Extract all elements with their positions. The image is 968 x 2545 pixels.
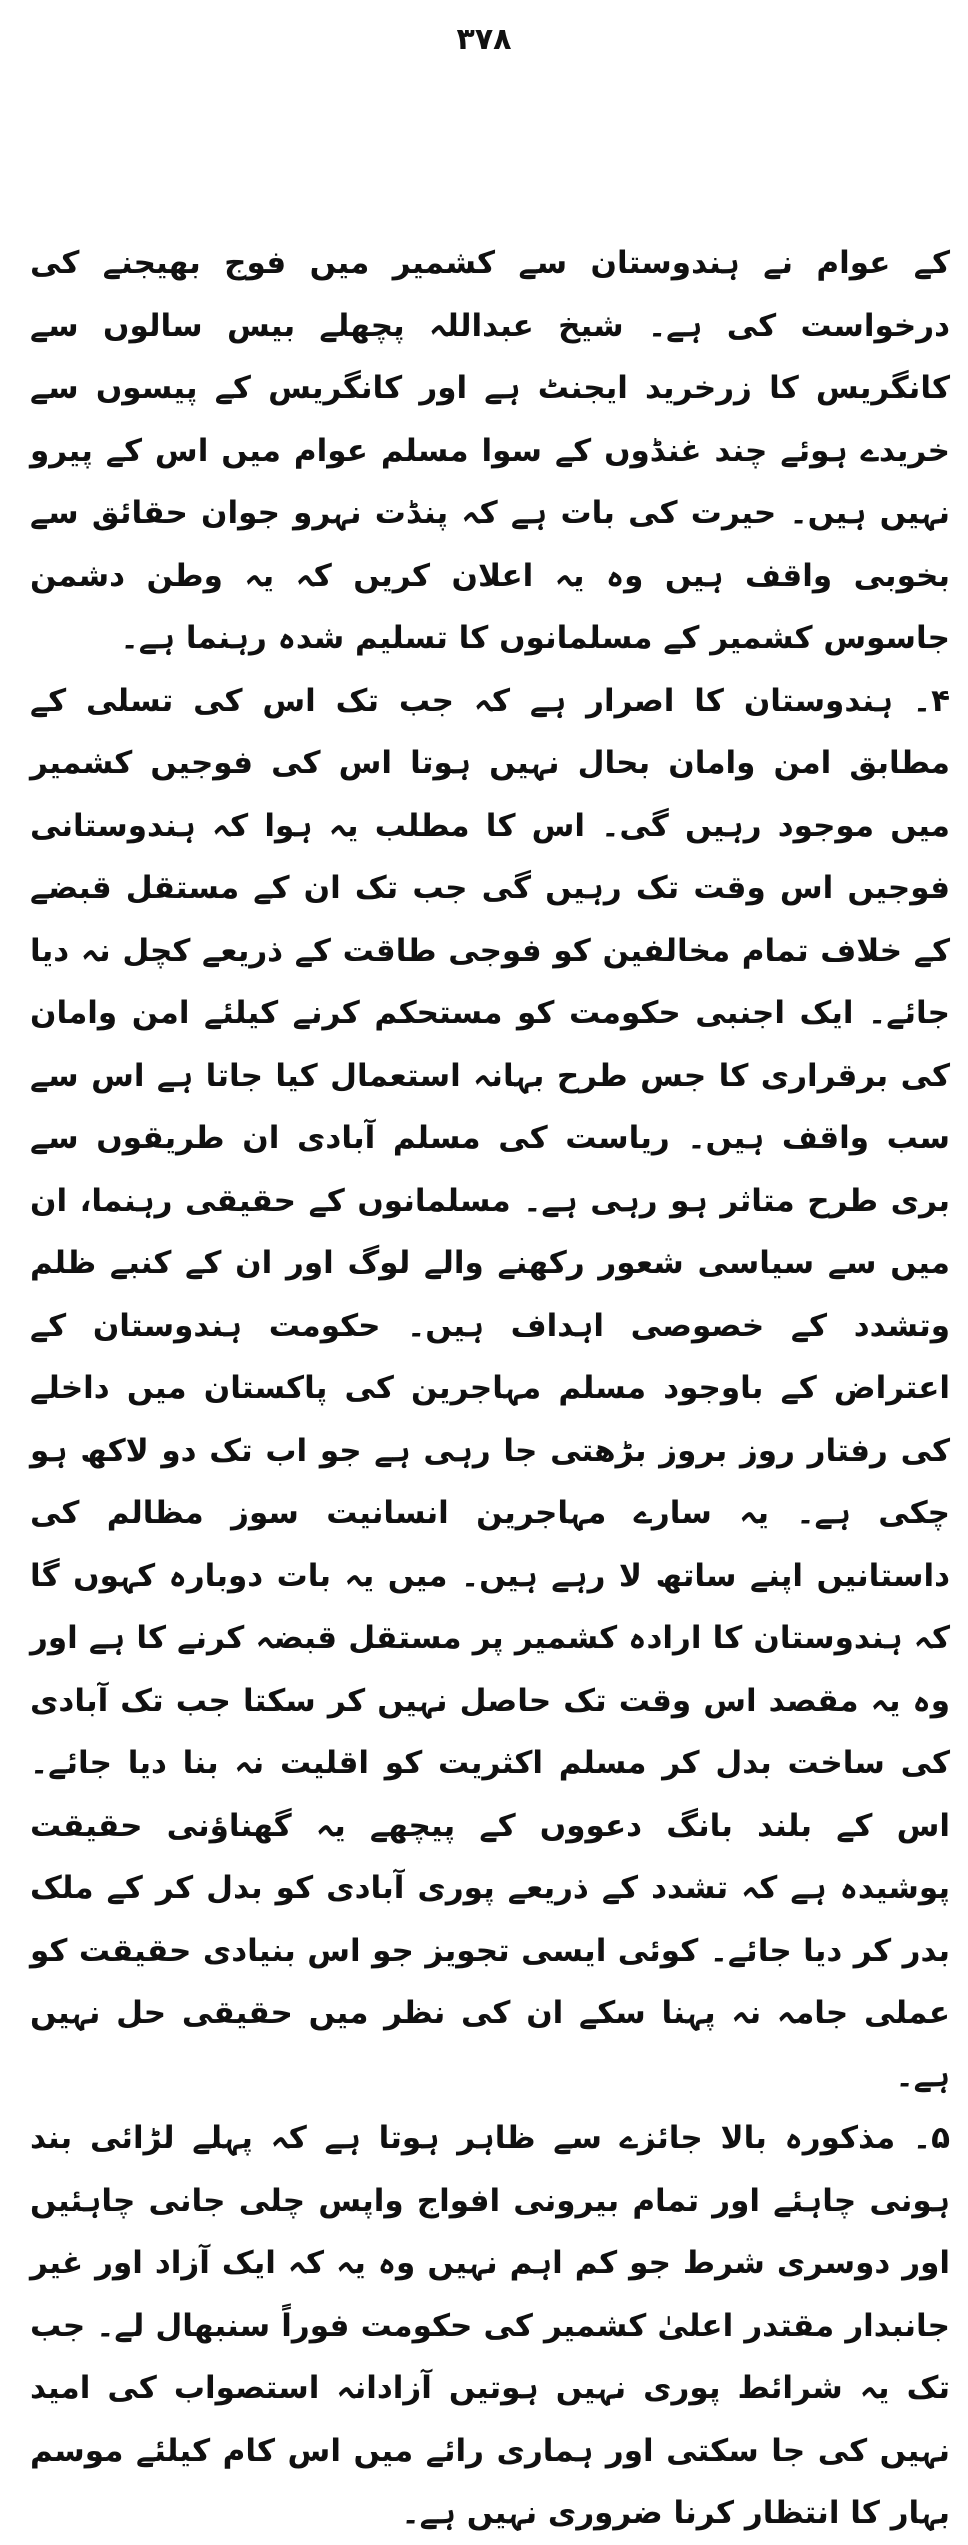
page-number: ۳۷۸ [456,22,512,57]
body-text [30,232,950,2545]
paragraph-continuation: کے عوام نے ہندوستان سے کشمیر میں فوج بھیجنے کی درخواست کی ہے۔ شیخ عبداللہ پچھلے بیس سالوں سے کانگریس کا زرخرید ایجنٹ ہے اور کانگریس کے پیسوں سے خریدے ہوئے چند غنڈوں کے سوا مسلم عوام میں اس کے پیرو نہیں ہیں۔ حیرت کی بات ہے کہ پنڈت نہرو جوان حقائق سے بخوبی واقف ہیں وہ یہ اعلان کریں کہ یہ وطن دشمن جاسوس کشمیر کے مسلمانوں کا تسلیم شدہ رہنما ہے۔ [30,245,950,656]
paragraph-point-5: ۵۔ مذکورہ بالا جائزے سے ظاہر ہوتا ہے کہ پہلے لڑائی بند ہونی چاہئے اور تمام بیرونی افواج واپس چلی جانی چاہئیں اور دوسری شرط جو کم اہم نہیں وہ یہ کہ ایک آزاد اور غیر جانبدار مقتدر اعلیٰ کشمیر کی حکومت فوراً سنبھال لے۔ جب تک یہ شرائط پوری نہیں ہوتیں آزادانہ استصواب کی امید نہیں کی جا سکتی اور ہماری رائے میں اس کام کیلئے موسم بہار کا انتظار کرنا ضروری نہیں ہے۔ [30,2120,950,2531]
paragraph-point-4: ۴۔ ہندوستان کا اصرار ہے کہ جب تک اس کی تسلی کے مطابق امن وامان بحال نہیں ہوتا اس کی فوجیں کشمیر میں موجود رہیں گی۔ اس کا مطلب یہ ہوا کہ ہندوستانی فوجیں اس وقت تک رہیں گی جب تک ان کے مستقل قبضے کے خلاف تمام مخالفین کو فوجی طاقت کے ذریعے کچل نہ دیا جائے۔ ایک اجنبی حکومت کو مستحکم کرنے کیلئے امن وامان کی برقراری کا جس طرح بہانہ استعمال کیا جاتا ہے اس سے سب واقف ہیں۔ ریاست کی مسلم آبادی ان طریقوں سے بری طرح متاثر ہو رہی ہے۔ مسلمانوں کے حقیقی رہنما، ان میں سے سیاسی شعور رکھنے والے لوگ اور ان کے کنبے ظلم وتشدد کے خصوصی اہداف ہیں۔ حکومت ہندوستان کے اعتراض کے باوجود مسلم مہاجرین کی پاکستان میں داخلے کی رفتار روز بروز بڑھتی جا رہی ہے جو اب تک دو لاکھ ہو چکی ہے۔ یہ سارے مہاجرین انسانیت سوز مظالم کی داستانیں اپنے ساتھ لا رہے ہیں۔ میں یہ بات دوبارہ کہوں گا کہ ہندوستان کا ارادہ کشمیر پر مستقل قبضہ کرنے کا ہے اور وہ یہ مقصد اس وقت تک حاصل نہیں کر سکتا جب تک آبادی کی ساخت بدل کر مسلم اکثریت کو اقلیت نہ بنا دیا جائے۔ اس کے بلند بانگ دعووں کے پیچھے یہ گھناؤنی حقیقت پوشیدہ ہے کہ تشدد کے ذریعے پوری آبادی کو بدل کر کے ملک بدر کر دیا جائے۔ کوئی ایسی تجویز جو اس بنیادی حقیقت کو عملی جامہ نہ پہنا سکے ان کی نظر میں حقیقی حل نہیں ہے۔ [30,682,950,2094]
